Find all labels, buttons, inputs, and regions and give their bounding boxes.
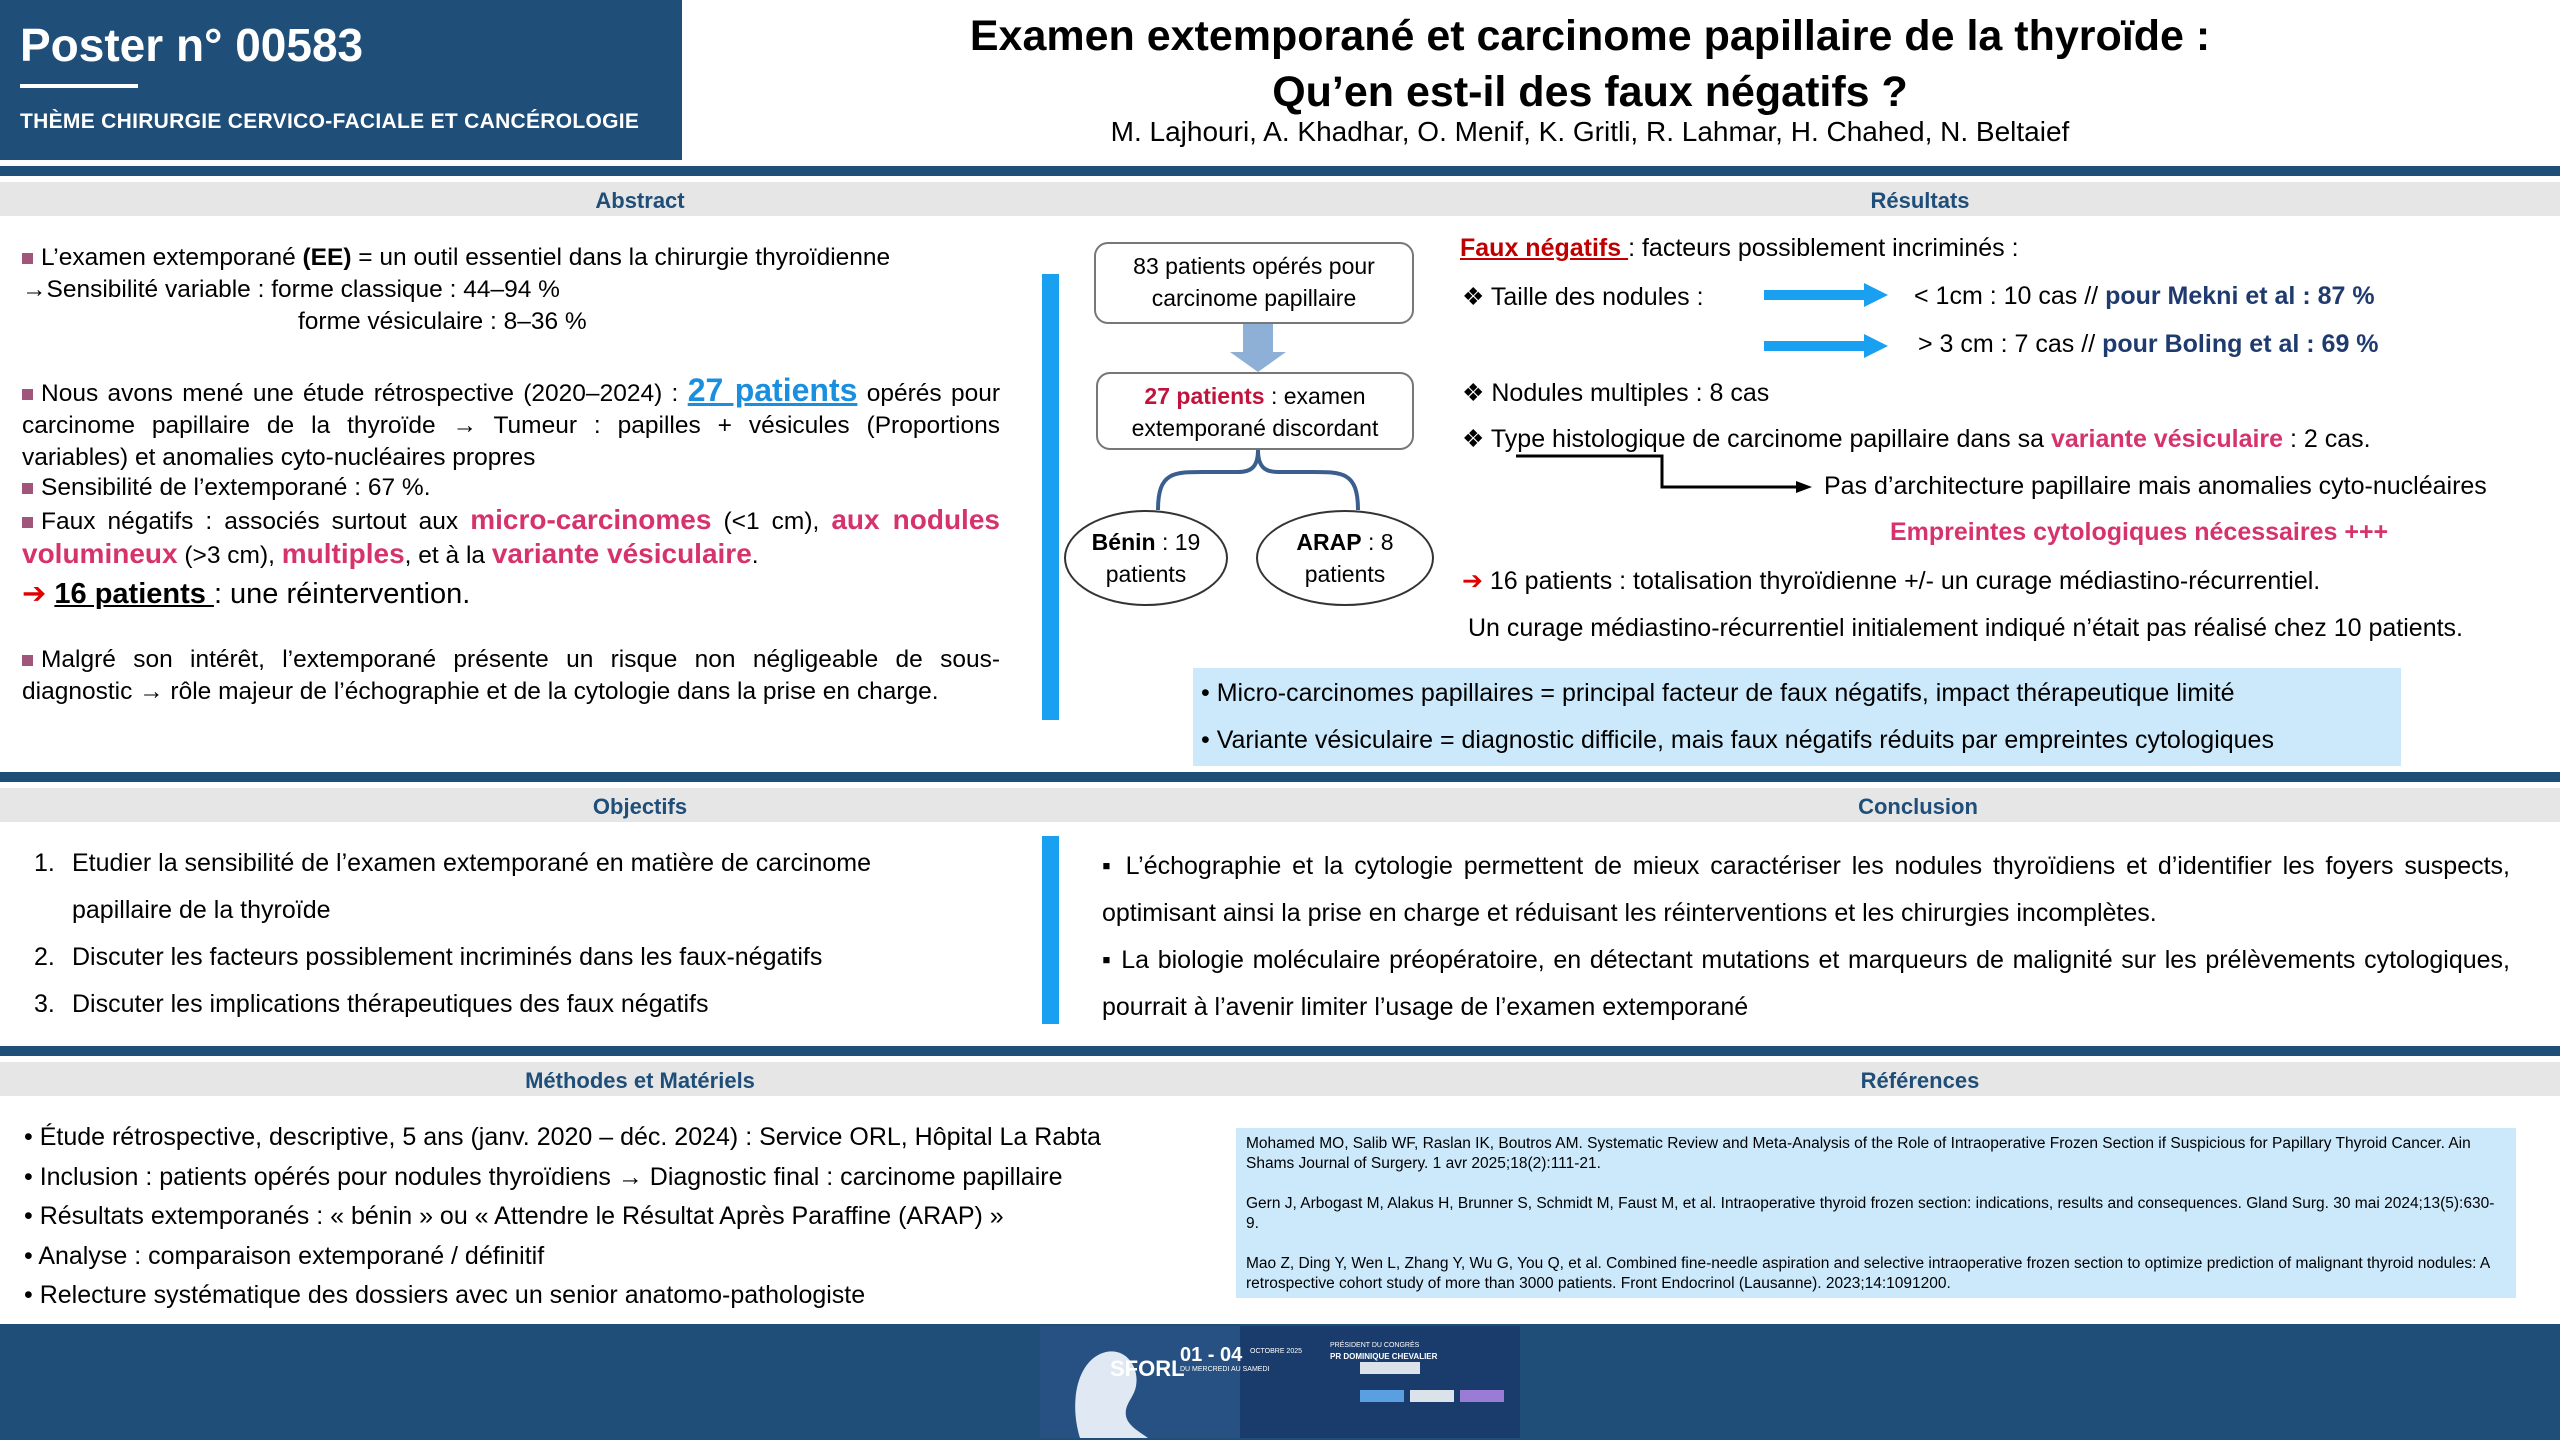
conclusion-text	[1102, 843, 2510, 1031]
diamond-bullet-icon: ❖	[1462, 425, 1491, 453]
methode-item: • Résultats extemporanés : « bénin » ou « Attendre le Résultat Après Paraffine (ARAP) »	[24, 1202, 1004, 1230]
flow-box-discordant: 27 patients : examen extemporané discordant	[1096, 372, 1414, 450]
abstract-p1: L’examen extemporané (EE) = un outil essentiel dans la chirurgie thyroïdienne →Sensibilité variable : forme classique : 44–94 % forme vésiculaire : 8–36 %	[22, 244, 891, 335]
nodules-multiples: ❖ Nodules multiples : 8 cas	[1462, 379, 1770, 407]
accent-bar	[1042, 274, 1059, 720]
authors: M. Lajhouri, A. Khadhar, O. Menif, K. Gritli, R. Lahmar, H. Chahed, N. Beltaief	[1110, 116, 2070, 147]
abstract-p6: Malgré son intérêt, l’extemporané présente un risque non négligeable de sous-diagnostic → rôle majeur de l’échographie et de la cytologie dans la prise en charge.	[22, 646, 1000, 705]
taille-row-large: > 3 cm : 7 cas // pour Boling et al : 69 %	[1918, 330, 2379, 358]
blue-arrow-icon	[1764, 283, 1890, 307]
congress-month: OCTOBRE 2025	[1250, 1348, 1303, 1355]
section-band	[0, 772, 2560, 782]
abstract-p3: Sensibilité de l’extemporané : 67 %.	[22, 472, 1000, 504]
pas-architecture: Pas d’architecture papillaire mais anomalies cyto-nucléaires	[1824, 472, 2487, 500]
objectif-item: 1. Etudier la sensibilité de l’examen extemporané en matière de carcinome papillaire de la thyroïde	[34, 849, 872, 924]
congress-banner	[1040, 1326, 1520, 1438]
type-histologique: ❖ Type histologique de carcinome papillaire dans sa variante vésiculaire : 2 cas.	[1462, 425, 2371, 453]
title-line-1: Examen extemporané et carcinome papillaire de la thyroïde :	[969, 12, 2211, 60]
poster-number: Poster n° 00583	[20, 19, 364, 71]
section-band	[0, 1046, 2560, 1056]
diamond-bullet-icon: ❖	[1462, 283, 1491, 311]
heading-abstract: Abstract	[595, 188, 685, 213]
reference-item: Mohamed MO, Salib WF, Raslan IK, Boutros AM. Systematic Review and Meta-Analysis of the Role of Intraoperative Frozen Section if Suspicious for Papillary Thyroid Cancer. Ain Shams Journal of Surgery. 1 avr 2025;18(2):111-21.	[1246, 1135, 2471, 1172]
flow-box-total: 83 patients opérés pour carcinome papillaire	[1094, 242, 1414, 324]
president-label: PRÉSIDENT DU CONGRÈS	[1330, 1342, 1420, 1349]
faux-negatifs-heading: Faux négatifs : facteurs possiblement incriminés :	[1460, 234, 2019, 262]
down-arrow-head	[1230, 352, 1286, 372]
down-arrow-shaft	[1243, 324, 1273, 354]
poster-theme: THÈME CHIRURGIE CERVICO-FACIALE ET CANCÉROLOGIE	[20, 110, 640, 133]
section-band	[0, 166, 2560, 176]
arrow-right-icon: →	[22, 276, 47, 303]
congress-days: DU MERCREDI AU SAMEDI	[1180, 1366, 1270, 1373]
poster-underline	[20, 84, 138, 88]
congress-dates: 01 - 04	[1180, 1344, 1243, 1366]
sforl-logo: SFORL	[1110, 1356, 1185, 1381]
abstract-p2: Nous avons mené une étude rétrospective (2020–2024) : 27 patients opérés pour carcinome papillaire de la thyroïde → Tumeur : papilles + vésicules (Proportions variables) et anomalies cyto-nucléaires propres	[22, 372, 1001, 471]
heading-methodes: Méthodes et Matériels	[525, 1068, 755, 1093]
arrow-bullet-icon: ➔	[1462, 567, 1490, 595]
elbow-arrow-icon	[1512, 452, 1816, 494]
heading-references: Références	[1860, 1068, 1980, 1093]
heading-conclusion: Conclusion	[1858, 794, 1978, 819]
methodes-list	[24, 1118, 1224, 1316]
objectif-item: 2. Discuter les facteurs possiblement incriminés dans les faux-négatifs	[34, 943, 823, 971]
congress-artwork	[1040, 1326, 1520, 1438]
key-finding-1: • Micro-carcinomes papillaires = principal facteur de faux négatifs, impact thérapeutique limité	[1201, 679, 2235, 707]
bullet-square-icon	[22, 389, 33, 400]
methode-item: • Étude rétrospective, descriptive, 5 ans (janv. 2020 – déc. 2024) : Service ORL, Hôpital La Rabta	[24, 1123, 1101, 1151]
taille-row-small: < 1cm : 10 cas // pour Mekni et al : 87 %	[1914, 282, 2375, 310]
abstract-p4: Faux négatifs : associés surtout aux micro-carcinomes (<1 cm), aux nodules volumineux (>3 cm), multiples, et à la variante vésiculaire.	[22, 504, 1000, 569]
key-findings-box	[1193, 668, 2401, 766]
flow-oval-benin: Bénin : 19 patients	[1064, 510, 1228, 606]
objectif-item: 3. Discuter les implications thérapeutiques des faux négatifs	[34, 990, 709, 1018]
conclusion-p1: ▪ L’échographie et la cytologie permettent de mieux caractériser les nodules thyroïdiens et d’identifier les foyers suspects, optimisant ainsi la prise en charge et réduisant les réinterventions et les chirurgies incomplètes.	[1102, 852, 2510, 927]
taille-nodules: ❖ Taille des nodules :	[1462, 283, 1704, 311]
heading-objectifs: Objectifs	[592, 794, 688, 819]
bullet-square-icon	[22, 483, 33, 494]
reference-item: Mao Z, Ding Y, Wen L, Zhang Y, Wu G, You Q, et al. Combined fine-needle aspiration and selective intraoperative frozen section to optimize prediction of malignant thyroid nodules: A retrospective cohort study of more than 3000 patients. Front Endocrinol (Lausanne). 2023;14:1091200.	[1246, 1255, 2490, 1292]
conclusion-p2: ▪ La biologie moléculaire préopératoire, en détectant mutations et marqueurs de malignité sur les prélèvements cytologiques, pourrait à l’avenir limiter l’usage de l’examen extemporané	[1102, 946, 2510, 1021]
bullet-square-icon	[22, 253, 33, 264]
arrow-bullet-icon: ➔	[22, 578, 47, 610]
bullet-square-icon	[22, 655, 33, 666]
blue-arrow-icon	[1764, 334, 1890, 358]
reintervention-line: ➔ 16 patients : totalisation thyroïdienne +/- un curage médiastino-récurrentiel.	[1462, 567, 2321, 595]
methode-item: • Relecture systématique des dossiers avec un senior anatomo-pathologiste	[24, 1281, 866, 1309]
highlight-27-patients: 27 patients	[687, 372, 858, 408]
references-box	[1236, 1128, 2516, 1298]
methode-item: • Inclusion : patients opérés pour nodules thyroïdiens → Diagnostic final : carcinome papillaire	[24, 1162, 1063, 1191]
brace-connector	[1158, 450, 1358, 510]
methode-item: • Analyse : comparaison extemporané / définitif	[24, 1241, 545, 1270]
objectifs-list	[34, 840, 994, 1028]
title-line-2: Qu’en est-il des faux négatifs ?	[1272, 68, 1908, 116]
accent-bar	[1042, 836, 1059, 1024]
empreintes-cytologiques: Empreintes cytologiques nécessaires +++	[1890, 518, 2389, 546]
poster-title	[690, 8, 2490, 120]
flow-oval-arap: ARAP : 8 patients	[1256, 510, 1434, 606]
congress-president: PR DOMINIQUE CHEVALIER	[1330, 1352, 1438, 1361]
heading-resultats: Résultats	[1870, 188, 1970, 213]
key-finding-2: • Variante vésiculaire = diagnostic difficile, mais faux négatifs réduits par empreintes cytologiques	[1201, 726, 2274, 754]
curage-line: Un curage médiastino-récurrentiel initialement indiqué n’était pas réalisé chez 10 patients.	[1468, 614, 2463, 642]
reference-item: Gern J, Arbogast M, Alakus H, Brunner S, Schmidt M, Faust M, et al. Intraoperative thyroid frozen section: indications, results and consequences. Gland Surg. 30 mai 2024;13(5):630-9.	[1246, 1195, 2495, 1232]
bullet-square-icon	[22, 517, 33, 528]
abstract-p5: ➔ 16 patients : une réintervention.	[22, 578, 471, 610]
diamond-bullet-icon: ❖	[1462, 379, 1492, 407]
